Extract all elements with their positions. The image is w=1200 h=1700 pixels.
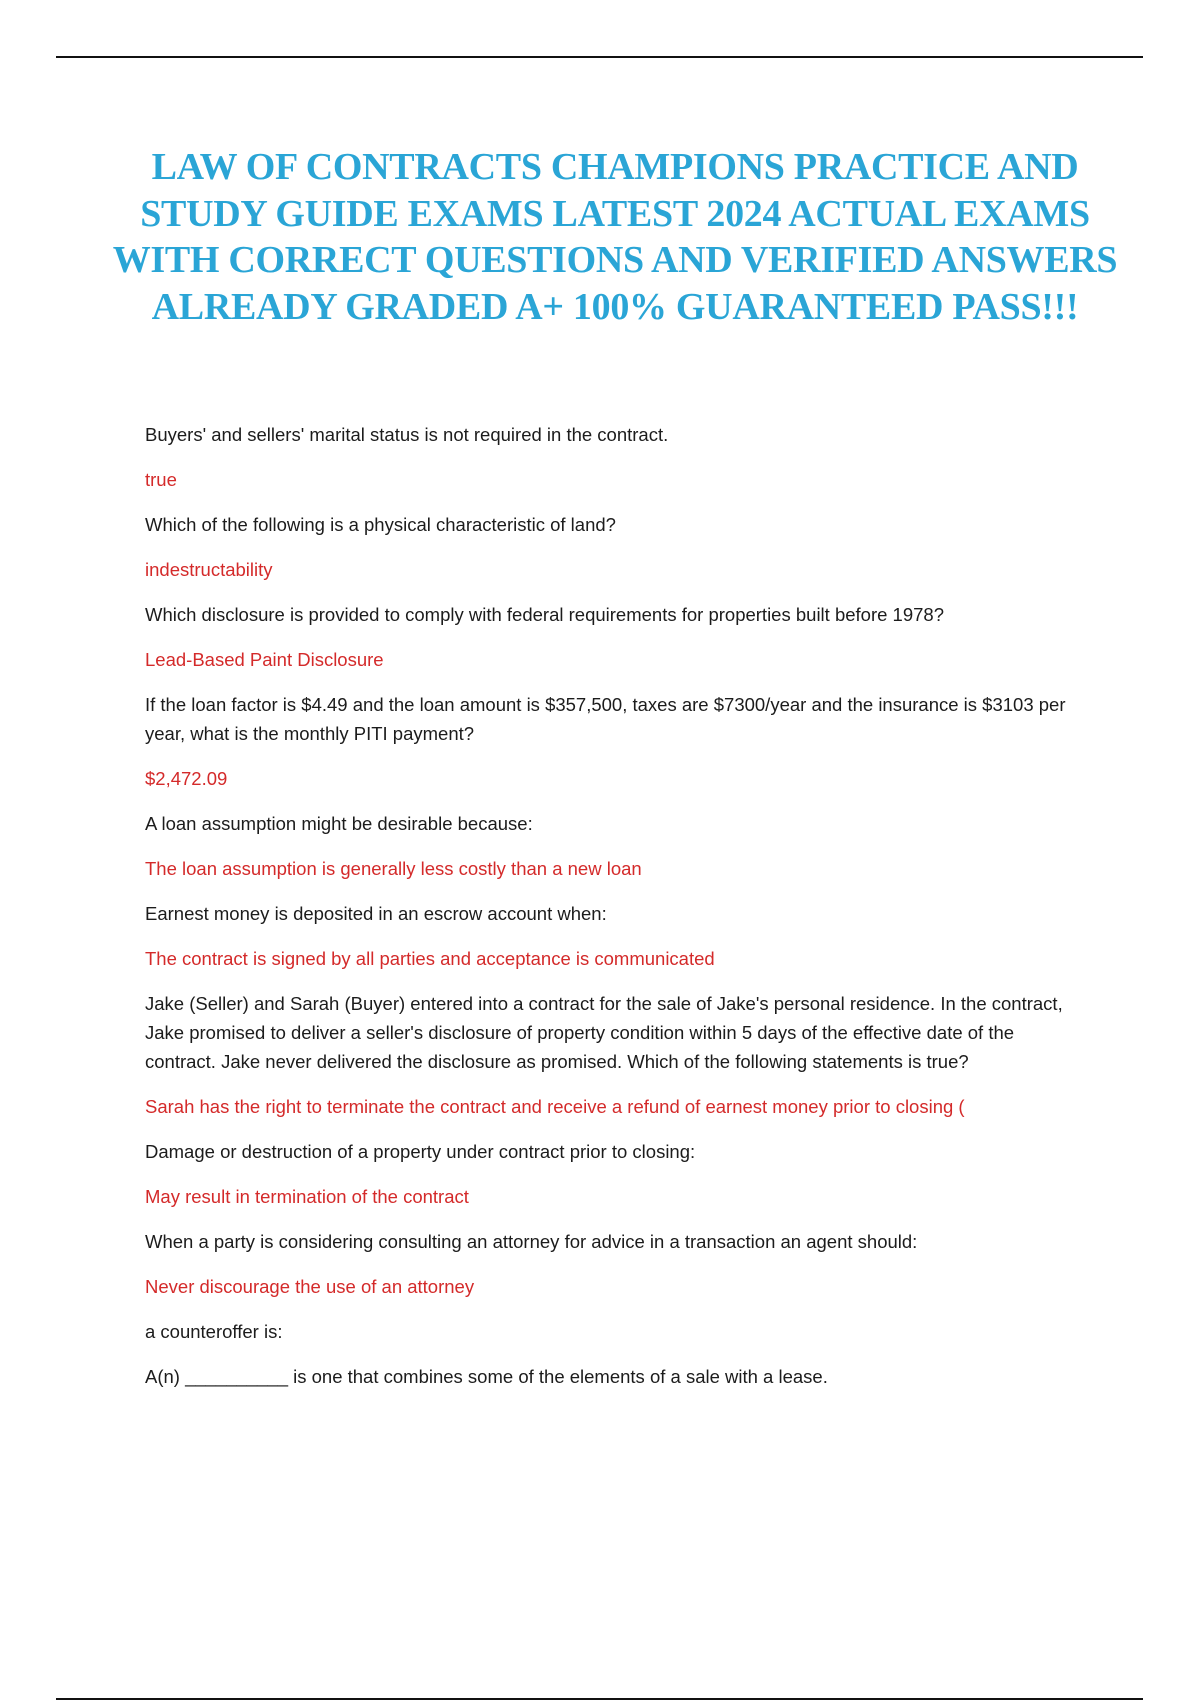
question-8: Damage or destruction of a property under contract prior to closing: — [145, 1141, 696, 1162]
question-11: A(n) __________ is one that combines some of the elements of a sale with a lease. — [145, 1366, 828, 1387]
answer-3: Lead-Based Paint Disclosure — [145, 649, 384, 670]
answer-9: Never discourage the use of an attorney — [145, 1276, 475, 1297]
question-1: Buyers' and sellers' marital status is not required in the contract. — [145, 424, 669, 445]
answer-4: $2,472.09 — [145, 768, 228, 789]
question-10: a counteroffer is: — [145, 1321, 283, 1342]
document-title: LAW OF CONTRACTS CHAMPIONS PRACTICE AND STUDY GUIDE EXAMS LATEST 2024 ACTUAL EXAMS WITH CORRECT QUESTIONS AND VERIFIED ANSWERS ALREADY GRADED A+ 100% GUARANTEED PASS!!! — [112, 146, 1118, 328]
question-3: Which disclosure is provided to comply with federal requirements for properties built before 1978? — [145, 604, 944, 625]
qa-list — [145, 420, 1075, 1407]
question-4: If the loan factor is $4.49 and the loan amount is $357,500, taxes are $7300/year and the insurance is $3103 per year, what is the monthly PITI payment? — [145, 694, 1066, 744]
question-7: Jake (Seller) and Sarah (Buyer) entered into a contract for the sale of Jake's personal residence. In the contract, Jake promised to deliver a seller's disclosure of property condition within 5 days of the effective date of the contract. Jake never delivered the disclosure as promised. Which of the following statements is true? — [145, 993, 1063, 1072]
question-6: Earnest money is deposited in an escrow account when: — [145, 903, 607, 924]
top-rule — [56, 56, 1143, 58]
answer-1: true — [145, 469, 177, 490]
answer-6: The contract is signed by all parties and acceptance is communicated — [145, 948, 715, 969]
answer-8: May result in termination of the contract — [145, 1186, 469, 1207]
answer-2: indestructability — [145, 559, 273, 580]
question-5: A loan assumption might be desirable because: — [145, 813, 533, 834]
question-2: Which of the following is a physical characteristic of land? — [145, 514, 616, 535]
answer-5: The loan assumption is generally less costly than a new loan — [145, 858, 642, 879]
question-9: When a party is considering consulting an attorney for advice in a transaction an agent should: — [145, 1231, 918, 1252]
answer-7: Sarah has the right to terminate the contract and receive a refund of earnest money prior to closing ( — [145, 1096, 965, 1117]
